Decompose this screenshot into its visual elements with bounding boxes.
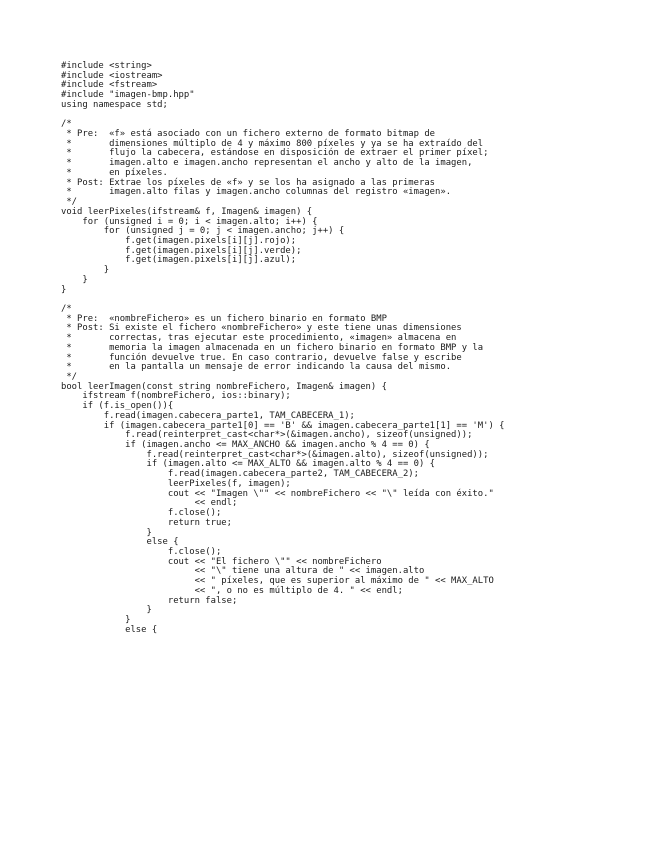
code-line: f.close(); bbox=[61, 546, 222, 557]
code-line bbox=[61, 111, 505, 121]
code-line: if (imagen.cabecera_parte1[0] == 'B' && imagen.cabecera_parte1[1] == 'M') { bbox=[61, 420, 505, 431]
code-line: } bbox=[61, 614, 131, 625]
code-line: */ bbox=[61, 372, 78, 382]
code-line: using namespace std; bbox=[61, 99, 168, 110]
code-line: * Post: Si existe el fichero «nombreFichero» y este tiene unas dimensiones bbox=[61, 323, 462, 334]
code-line: /* bbox=[61, 119, 72, 130]
code-line: */ bbox=[61, 197, 78, 208]
code-line: if (imagen.ancho <= MAX_ANCHO && imagen.ancho % 4 == 0) { bbox=[61, 440, 430, 451]
code-line: f.read(imagen.cabecera_parte1, TAM_CABECERA_1); bbox=[61, 410, 355, 421]
code-line: f.get(imagen.pixels[i][j].rojo); bbox=[61, 235, 297, 246]
code-line: * Pre: «f» está asociado con un fichero externo de formato bitmap de bbox=[61, 129, 436, 140]
code-line: f.read(reinterpret_cast<char*>(&imagen.ancho), sizeof(unsigned)); bbox=[61, 430, 473, 441]
code-line: << endl; bbox=[61, 498, 238, 509]
code-line bbox=[61, 295, 505, 305]
code-line: return true; bbox=[61, 517, 232, 528]
code-line: for (unsigned j = 0; j < imagen.ancho; j++) { bbox=[61, 226, 345, 237]
code-line: bool leerImagen(const string nombreFichero, Imagen& imagen) { bbox=[61, 381, 387, 392]
code-line: * imagen.alto filas y imagen.ancho columnas del registro «imagen». bbox=[61, 187, 452, 198]
code-line: f.close(); bbox=[61, 508, 222, 519]
code-line: #include "imagen-bmp.hpp" bbox=[61, 90, 195, 101]
code-line: } bbox=[61, 605, 152, 616]
code-line: f.read(reinterpret_cast<char*>(&imagen.alto), sizeof(unsigned)); bbox=[61, 449, 489, 460]
code-line: * memoria la imagen almacenada en un fichero binario en formato BMP y la bbox=[61, 342, 484, 353]
code-line: * en la pantalla un mensaje de error indicando la causa del mismo. bbox=[61, 362, 452, 373]
code-line: } bbox=[61, 527, 152, 538]
code-line: if (f.is_open()){ bbox=[61, 401, 174, 412]
code-line: f.read(imagen.cabecera_parte2, TAM_CABECERA_2); bbox=[61, 469, 419, 480]
code-line: else { bbox=[61, 624, 158, 635]
code-line: #include <string> bbox=[61, 61, 152, 71]
code-line: void leerPixeles(ifstream& f, Imagen& imagen) { bbox=[61, 206, 313, 217]
code-line: cout << "Imagen \"" << nombreFichero << "\" leída con éxito." bbox=[61, 488, 494, 499]
code-line: #include <iostream> bbox=[61, 70, 163, 81]
code-line: << "\" tiene una altura de " << imagen.alto bbox=[61, 566, 425, 577]
code-line: ifstream f(nombreFichero, ios::binary); bbox=[61, 391, 291, 402]
code-line: << " píxeles, que es superior al máximo de " << MAX_ALTO bbox=[61, 576, 494, 587]
code-line: } bbox=[61, 284, 67, 295]
code-line: * correctas, tras ejecutar este procedimiento, «imagen» almacena en bbox=[61, 333, 457, 344]
code-line: else { bbox=[61, 537, 179, 548]
code-line: } bbox=[61, 274, 88, 285]
code-line: cout << "El fichero \"" << nombreFichero bbox=[61, 556, 382, 567]
code-line: for (unsigned i = 0; i < imagen.alto; i++) { bbox=[61, 216, 318, 227]
code-listing bbox=[61, 62, 505, 635]
code-line: * Post: Extrae los píxeles de «f» y se los ha asignado a las primeras bbox=[61, 177, 436, 188]
code-line: * en píxeles. bbox=[61, 167, 168, 178]
code-line: /* bbox=[61, 303, 72, 314]
code-line: f.get(imagen.pixels[i][j].azul); bbox=[61, 255, 297, 266]
code-line: if (imagen.alto <= MAX_ALTO && imagen.alto % 4 == 0) { bbox=[61, 459, 436, 470]
code-line: * imagen.alto e imagen.ancho representan el ancho y alto de la imagen, bbox=[61, 158, 473, 169]
code-line: #include <fstream> bbox=[61, 80, 158, 91]
code-line: << ", o no es múltiplo de 4. " << endl; bbox=[61, 585, 403, 596]
code-line: leerPixeles(f, imagen); bbox=[61, 478, 291, 489]
code-line: return false; bbox=[61, 595, 238, 606]
code-line: * Pre: «nombreFichero» es un fichero binario en formato BMP bbox=[61, 313, 387, 324]
code-line: * función devuelve true. En caso contrario, devuelve false y escribe bbox=[61, 352, 462, 363]
code-line: } bbox=[61, 265, 110, 276]
code-line: f.get(imagen.pixels[i][j].verde); bbox=[61, 245, 302, 256]
code-line: * dimensiones múltiplo de 4 y máximo 800 píxeles y ya se ha extraído del bbox=[61, 138, 484, 149]
code-line: * flujo la cabecera, estándose en disposición de extraer el primer píxel; bbox=[61, 148, 489, 159]
